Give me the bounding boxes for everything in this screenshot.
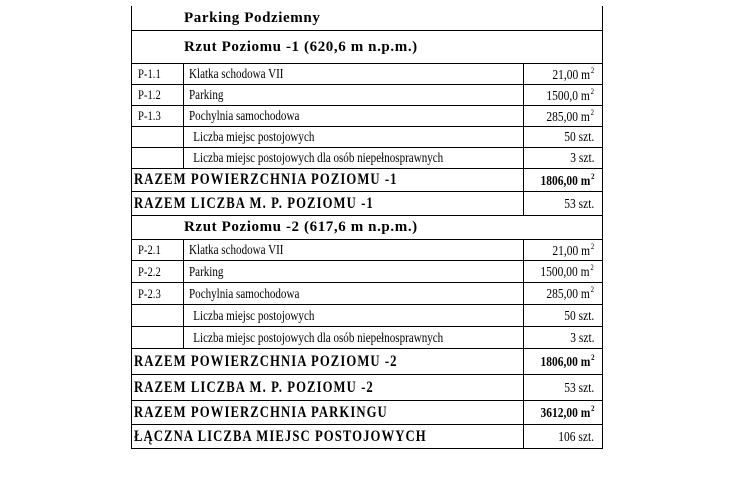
- table-row: [132, 304, 602, 326]
- total-area-value: 1806,00 $m^2$: [523, 349, 602, 374]
- count-value: 50 szt.: [523, 127, 602, 147]
- grand-total-area-label: RAZEM POWIERZCHNIA PARKINGU: [134, 403, 388, 421]
- table-row: [132, 63, 602, 84]
- total-area-label: RAZEM POWIERZCHNIA POZIOMU -2: [134, 352, 398, 370]
- table-row: [132, 260, 602, 282]
- room-area: 21,00 $m^2$: [523, 240, 602, 260]
- table-row: [132, 126, 602, 147]
- room-name: Parking: [183, 85, 523, 105]
- count-value: 3 szt.: [523, 327, 602, 348]
- total-area-label: RAZEM POWIERZCHNIA POZIOMU -1: [134, 171, 398, 188]
- table-row: [132, 105, 602, 126]
- parking-schedule-table: [131, 6, 603, 449]
- room-code: P-1.3: [138, 108, 161, 123]
- table-row: [132, 84, 602, 105]
- count-value: 3 szt.: [523, 148, 602, 168]
- table-row: [132, 282, 602, 304]
- count-value: 50 szt.: [523, 305, 602, 326]
- level-1-total-area-row: [132, 168, 602, 191]
- room-code: P-1.1: [138, 66, 161, 81]
- level-1-heading-row: [132, 30, 602, 63]
- total-spaces-value: 53 szt.: [523, 375, 602, 400]
- room-code: P-2.1: [138, 242, 161, 257]
- table-row: [132, 239, 602, 260]
- room-area: 285,00 $m^2$: [523, 283, 602, 304]
- room-area: 1500,00 $m^2$: [523, 261, 602, 282]
- total-spaces-label: RAZEM LICZBA M. P. POZIOMU -2: [134, 378, 374, 396]
- level-2-total-area-row: [132, 348, 602, 374]
- level-2-heading-row: [132, 215, 602, 239]
- grand-total-spaces-value: 106 szt.: [523, 425, 602, 448]
- level-1-total-spaces-row: [132, 191, 602, 215]
- room-area: 1500,0 $m^2$: [523, 85, 602, 105]
- room-area: 285,00 $m^2$: [523, 106, 602, 126]
- count-label: Liczba miejsc postojowych dla osób niepełnosprawnych: [183, 148, 523, 168]
- level-2-total-spaces-row: [132, 374, 602, 400]
- room-code: P-2.2: [138, 263, 161, 279]
- level-2-heading: Rzut Poziomu -2 (617,6 m n.p.m.): [184, 219, 418, 235]
- grand-total-area-value: 3612,00 $m^2$: [523, 401, 602, 424]
- room-name: Pochylnia samochodowa: [183, 106, 523, 126]
- room-name: Klatka schodowa VII: [183, 64, 523, 84]
- count-label: Liczba miejsc postojowych dla osób niepełnosprawnych: [183, 327, 523, 348]
- room-area: 21,00 $m^2$: [523, 64, 602, 84]
- room-code: P-1.2: [138, 87, 161, 102]
- table-row: [132, 326, 602, 348]
- total-area-value: 1806,00 $m^2$: [523, 169, 602, 191]
- grand-total-spaces-label: ŁĄCZNA LICZBA MIEJSC POSTOJOWYCH: [134, 427, 427, 445]
- table-title: Parking Podziemny: [184, 9, 321, 26]
- grand-total-spaces-row: [132, 424, 602, 448]
- total-spaces-label: RAZEM LICZBA M. P. POZIOMU -1: [134, 194, 374, 212]
- table-title-row: [132, 6, 602, 30]
- room-name: Pochylnia samochodowa: [183, 283, 523, 304]
- room-name: Klatka schodowa VII: [183, 240, 523, 260]
- table-row: [132, 147, 602, 168]
- total-spaces-value: 53 szt.: [523, 192, 602, 215]
- level-1-heading: Rzut Poziomu -1 (620,6 m n.p.m.): [184, 38, 418, 55]
- grand-total-area-row: [132, 400, 602, 424]
- count-label: Liczba miejsc postojowych: [183, 127, 523, 147]
- room-code: P-2.3: [138, 285, 161, 301]
- room-name: Parking: [183, 261, 523, 282]
- count-label: Liczba miejsc postojowych: [183, 305, 523, 326]
